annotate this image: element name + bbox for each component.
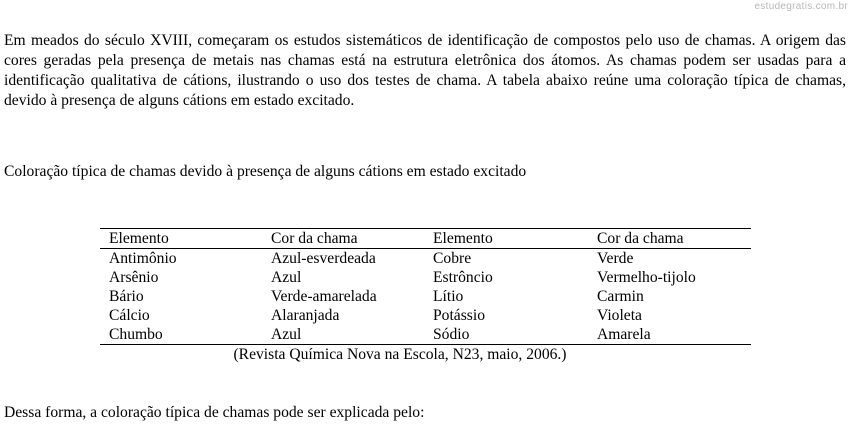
table-cell: Violeta xyxy=(597,307,642,324)
table-cell: Chumbo xyxy=(100,325,262,345)
header-element-2: Elemento xyxy=(424,229,588,249)
table-cell: Vermelho-tijolo xyxy=(597,269,696,286)
table-cell: Antimônio xyxy=(109,250,177,267)
table-cell: Azul-esverdeada xyxy=(271,250,376,267)
table-cell: Estrôncio xyxy=(433,269,493,286)
table-row xyxy=(100,268,751,287)
table-cell: Cálcio xyxy=(109,307,150,324)
site-watermark: estudegratis.com.br xyxy=(754,1,848,12)
table-cell: Carmin xyxy=(597,288,644,305)
table-row xyxy=(100,249,751,269)
table-cell: Amarela xyxy=(588,325,751,345)
table-cell: Alaranjada xyxy=(271,307,340,324)
table-cell: Bário xyxy=(109,288,144,305)
table-cell: Verde xyxy=(597,250,634,267)
table-row xyxy=(100,325,751,345)
table-cell: Azul xyxy=(271,269,302,286)
table-cell: Azul xyxy=(262,325,424,345)
table-cell: Potássio xyxy=(433,307,485,324)
question-text: Dessa forma, a coloração típica de chamas pode ser explicada pelo: xyxy=(4,404,425,421)
table-cell: Sódio xyxy=(424,325,588,345)
flame-color-table xyxy=(100,228,751,345)
source-citation: (Revista Química Nova na Escola, N23, maio, 2006.) xyxy=(233,346,567,363)
table-header-row xyxy=(100,229,751,249)
table-cell: Arsênio xyxy=(109,269,159,286)
intro-paragraph: Em meados do século XVIII, começaram os estudos sistemáticos de identificação de compostos pelo uso de chamas. A origem das cores geradas pela presença de metais nas chamas está na estrutura eletrônica dos átomos. As chamas podem ser usadas para a identificação qualitativa de cátions, ilustrando o uso dos testes de chama. A tabela abaixo reúne uma coloração típica de chamas, devido à presença de alguns cátions em estado excitado. xyxy=(4,32,846,109)
table-cell: Lítio xyxy=(433,288,464,305)
table-row xyxy=(100,287,751,306)
header-flame-color-2: Cor da chama xyxy=(588,229,751,249)
header-flame-color-1: Cor da chama xyxy=(262,229,424,249)
table-row xyxy=(100,306,751,325)
table-cell: Cobre xyxy=(433,250,472,267)
table-caption: Coloração típica de chamas devido à presença de alguns cátions em estado excitado xyxy=(4,163,527,180)
header-element-1: Elemento xyxy=(100,229,262,249)
table-cell: Verde-amarelada xyxy=(271,288,377,305)
